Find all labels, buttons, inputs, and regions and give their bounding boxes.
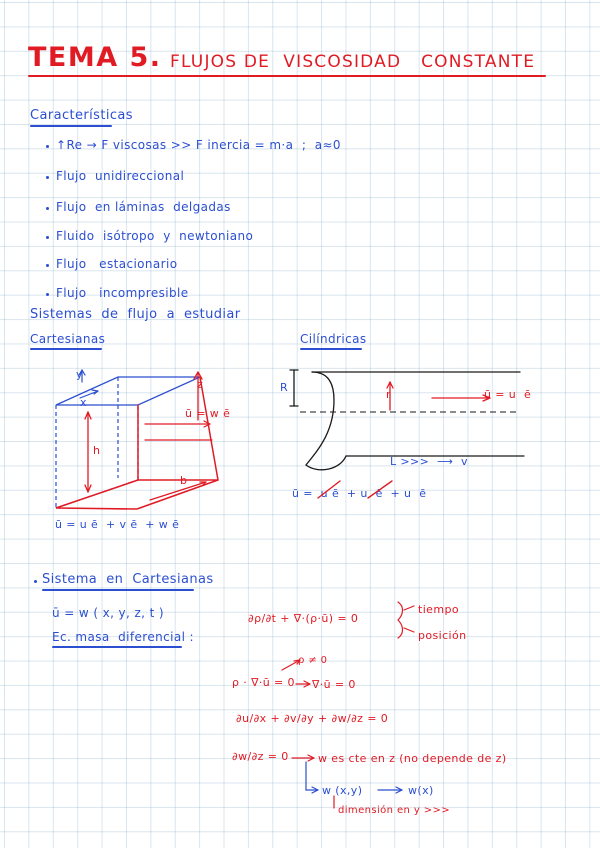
note-w-cte: w es cte en z (no depende de z)	[318, 752, 507, 765]
eq-dwdz: ∂w/∂z = 0	[232, 750, 289, 763]
bullet-dot	[46, 145, 49, 148]
brace-tiempo-posicion	[398, 602, 414, 638]
cartesian-u-blue-label: ū = u ē + v ē + w ē	[55, 518, 180, 531]
cartesian-axis-x-label: x	[80, 396, 87, 409]
note-w-xy: w (x,y)	[322, 784, 363, 797]
eq-masa-underline	[52, 646, 182, 648]
cylinder-R-bracket	[290, 370, 298, 406]
cartesian-bottom-face	[56, 480, 218, 509]
caracteristicas-underline	[30, 125, 112, 127]
section-sistemas: Sistemas de flujo a estudiar	[30, 307, 241, 322]
bullet-dot	[46, 236, 49, 239]
cilindricas-underline	[300, 348, 362, 350]
bullet-dot	[34, 580, 37, 583]
cylindrical-r-label: r	[386, 388, 391, 401]
eq-rho-div: ρ · ∇·ū = 0	[232, 676, 295, 689]
cartesian-top-face	[56, 377, 200, 405]
arrow-to-div-u	[296, 681, 310, 687]
bullet-dot	[46, 207, 49, 210]
cartesian-h-arrow	[85, 412, 91, 492]
cartesian-hidden-edges	[56, 377, 138, 508]
arrow-wxy-to-wx	[378, 787, 402, 793]
section-caracteristicas: Características	[30, 108, 133, 123]
label-cilindricas: Cilíndricas	[300, 332, 367, 346]
page-title-main: TEMA 5.	[28, 42, 162, 73]
cartesian-u-red-label: ū = w ē	[185, 407, 231, 420]
eq-div-u: ∇·ū = 0	[312, 678, 356, 691]
bullet-dot	[46, 176, 49, 179]
cartesian-b-label: b	[180, 474, 188, 487]
cartesian-velocity-line	[145, 421, 212, 440]
arrow-elbow-wxy	[306, 762, 318, 793]
bullet-item-2: Flujo en láminas delgadas	[56, 200, 231, 214]
title-underline	[28, 75, 546, 77]
cartesian-h-label: h	[93, 444, 101, 457]
arrow-w-cte	[292, 755, 314, 761]
cylinder-axial-velocity-arrow	[432, 395, 490, 401]
bullet-dot	[46, 264, 49, 267]
label-cartesianas: Cartesianas	[30, 332, 106, 346]
cylindrical-R-label: R	[280, 381, 289, 394]
section-sistema-cartesianas: Sistema en Cartesianas	[42, 572, 214, 587]
bullet-dot	[46, 293, 49, 296]
bullet-item-0: ↑Re → F viscosas >> F inercia = m·a ; a≈0	[56, 138, 341, 152]
note-dimension: dimensión en y >>>	[338, 805, 451, 816]
note-posicion: posición	[418, 629, 467, 642]
cartesian-right-face	[138, 377, 218, 480]
bullet-item-1: Flujo unidireccional	[56, 169, 185, 183]
cylindrical-u-components: ū = u ē + u ē + u ē	[292, 487, 427, 500]
cartesianas-underline	[30, 348, 102, 350]
bullet-item-5: Flujo incompresible	[56, 286, 189, 300]
bullet-item-3: Fluido isótropo y newtoniano	[56, 229, 254, 243]
sistema-cartesianas-underline	[42, 589, 194, 591]
page-title-rest: FLUJOS DE VISCOSIDAD CONSTANTE	[170, 52, 536, 72]
eq-continuity: ∂ρ/∂t + ∇·(ρ·ū) = 0	[248, 612, 359, 625]
note-rho-neq-0: ρ ≠ 0	[298, 655, 328, 666]
cartesian-axis-z-label: z	[197, 378, 204, 391]
eq-velocity: ū = w ( x, y, z, t )	[52, 606, 165, 620]
cartesian-b-arrow	[150, 482, 206, 500]
cartesian-axis-y-label: y	[76, 368, 83, 381]
note-tiempo: tiempo	[418, 603, 459, 616]
eq-masa-label: Ec. masa diferencial :	[52, 630, 194, 644]
cylindrical-L-label: L >>> ⟶ v	[390, 455, 468, 468]
note-w-x: w(x)	[408, 784, 434, 797]
eq-expanded: ∂u/∂x + ∂v/∂y + ∂w/∂z = 0	[236, 712, 389, 725]
cylindrical-u-red-label: ū = u ē	[484, 388, 532, 401]
bullet-item-4: Flujo estacionario	[56, 257, 178, 271]
